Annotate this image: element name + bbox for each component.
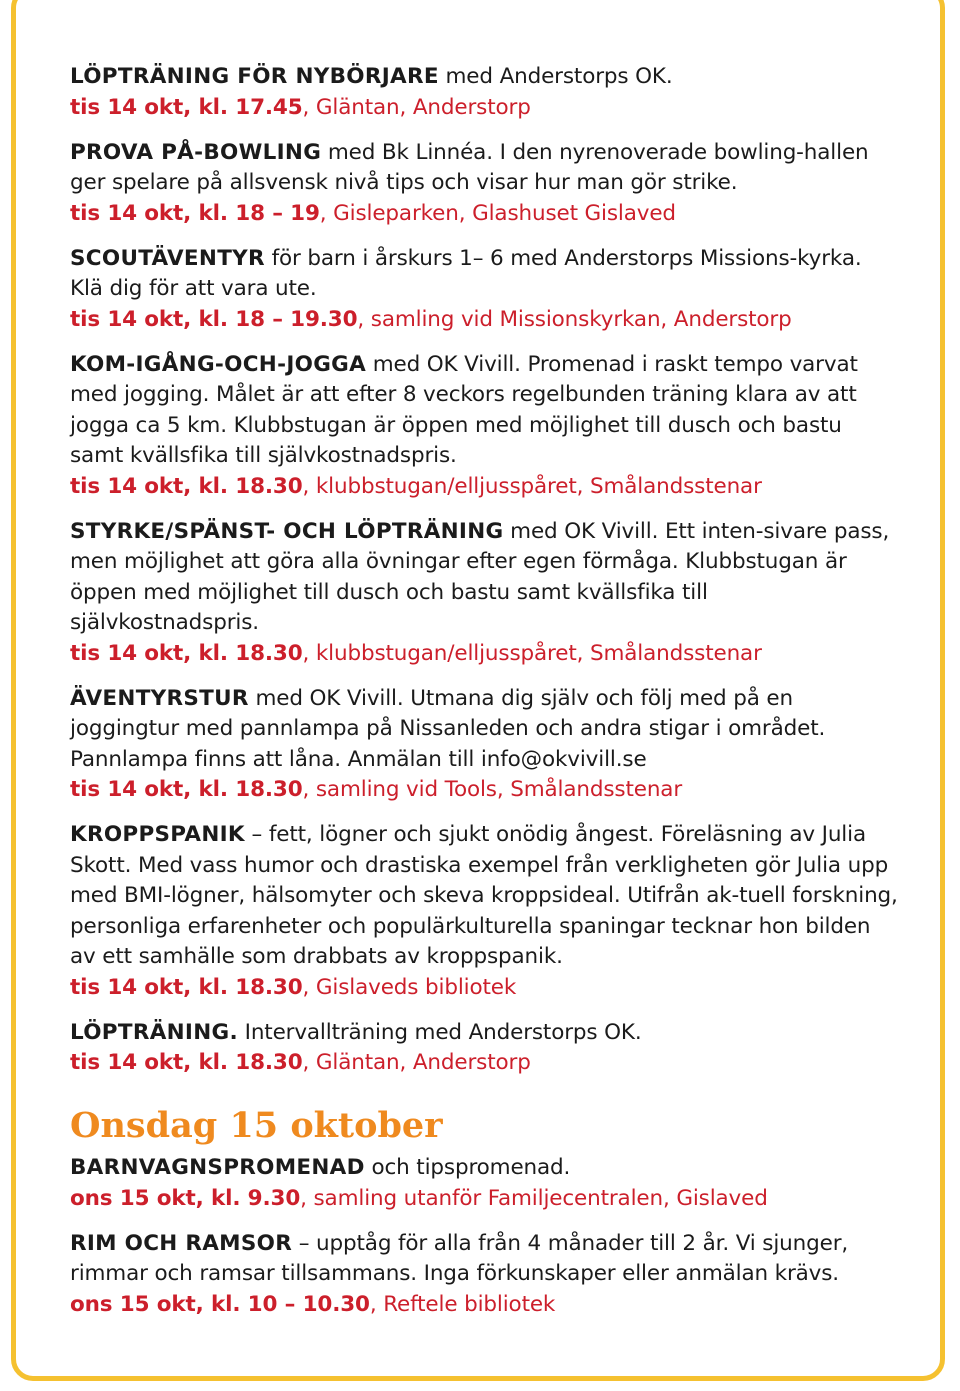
- event-desc: – upptåg för alla från 4 månader till 2 år. Vi sjunger, rimmar och ramsar tillsammans. Inga förkunskaper eller anmälan krävs.: [70, 1230, 849, 1286]
- event-time-place: [70, 199, 900, 229]
- event-place: , samling vid Missionskyrkan, Anderstorp: [357, 306, 792, 332]
- event-place: , Gläntan, Anderstorp: [302, 1050, 531, 1075]
- event-scoutaventyr: [70, 244, 900, 335]
- event-place: , klubbstugan/elljusspåret, Smålandsstenar: [302, 473, 762, 499]
- event-lopptraning-nyborjare: [70, 62, 900, 123]
- event-time-place: [70, 1048, 900, 1078]
- event-desc: med OK Vivill. Promenad i raskt tempo varvat med jogging. Målet är att efter 8 veckors regelbunden träning klara av att jogga ca 5 km. Klubbstugan är öppen med möjlighet till dusch och bastu samt kvällsfika till självkostnadspris.: [70, 351, 858, 468]
- event-title: KOM-IGÅNG-OCH-JOGGA: [70, 351, 367, 377]
- event-title: PROVA PÅ-BOWLING: [70, 139, 322, 165]
- event-time: tis 14 okt, kl. 18.30: [70, 473, 303, 499]
- event-time: ons 15 okt, kl. 9.30: [70, 1185, 301, 1211]
- event-place: , Gislaveds bibliotek: [302, 974, 517, 1000]
- event-title: ÄVENTYRSTUR: [70, 685, 249, 711]
- event-time-place: [70, 973, 900, 1003]
- event-rim-och-ramsor: [70, 1229, 900, 1320]
- event-title: KROPPSPANIK: [70, 822, 245, 847]
- event-time-place: [70, 1184, 900, 1214]
- event-time: ons 15 okt, kl. 10 – 10.30: [70, 1291, 370, 1317]
- event-description: [70, 138, 900, 199]
- event-kom-igang-och-jogga: [70, 350, 900, 502]
- event-description: [70, 820, 900, 973]
- event-title: RIM OCH RAMSOR: [70, 1230, 293, 1256]
- event-desc: – fett, lögner och sjukt onödig ångest. Föreläsning av Julia Skott. Med vass humor och drastiska exempel från verkligheten gör Julia upp med BMI-lögner, hälsomyter och skeva kroppsideal. Utifrån ak-tuell forskning, personliga erfarenheter och populärkulturella spaningar tecknar hon bilden av ett samhälle som drabbats av kroppspanik.: [70, 822, 898, 969]
- event-description: [70, 350, 900, 472]
- event-time: tis 14 okt, kl. 18.30: [70, 640, 303, 666]
- event-time-place: [70, 305, 900, 335]
- event-desc: med Bk Linnéa. I den nyrenoverade bowling-hallen ger spelare på allsvensk nivå tips och visar hur man gör strike.: [70, 139, 869, 195]
- event-place: , Gisleparken, Glashuset Gislaved: [319, 200, 676, 226]
- event-desc: med OK Vivill. Ett inten-sivare pass, men möjlighet att göra alla övningar efter egen förmåga. Klubbstugan är öppen med möjlighet till dusch och bastu samt kvällsfika till självkostnadspris.: [70, 518, 890, 635]
- day-heading: Onsdag 15 oktober: [70, 1105, 443, 1146]
- event-desc: Intervallträning med Anderstorps OK.: [237, 1019, 642, 1045]
- event-barnvagnspromenad: [70, 1153, 900, 1214]
- event-time-place: [70, 639, 900, 669]
- event-description: [70, 244, 900, 305]
- event-prova-pa-bowling: [70, 138, 900, 229]
- event-aventyrstur: [70, 684, 900, 806]
- event-place: , samling utanför Familjecentralen, Gislaved: [300, 1185, 768, 1211]
- event-time-place: [70, 775, 900, 805]
- event-time-place: [70, 93, 900, 123]
- event-time: tis 14 okt, kl. 18.30: [70, 1050, 303, 1075]
- event-title: BARNVAGNSPROMENAD: [70, 1155, 365, 1180]
- event-description: [70, 684, 900, 776]
- event-lopptraning-intervall: [70, 1018, 900, 1079]
- event-time-place: [70, 472, 900, 502]
- event-desc: med OK Vivill. Utmana dig själv och följ med på en joggingtur med pannlampa på Nissanleden och andra stigar i området. Pannlampa finns att låna. Anmälan till info@okvivill.se: [70, 685, 826, 772]
- event-title: LÖPTRÄNING FÖR NYBÖRJARE: [70, 64, 439, 89]
- event-description: [70, 517, 900, 639]
- event-time: tis 14 okt, kl. 17.45: [70, 94, 303, 120]
- event-place: , Gläntan, Anderstorp: [302, 94, 531, 120]
- event-listing: [70, 62, 900, 1335]
- event-time-place: [70, 1290, 900, 1320]
- event-time: tis 14 okt, kl. 18.30: [70, 777, 303, 802]
- event-desc: med Anderstorps OK.: [438, 64, 673, 89]
- event-time: tis 14 okt, kl. 18 – 19: [70, 200, 320, 226]
- event-description: [70, 1229, 900, 1290]
- event-place: , samling vid Tools, Smålandsstenar: [302, 777, 683, 802]
- event-desc: och tipspromenad.: [364, 1155, 571, 1180]
- event-desc: för barn i årskurs 1– 6 med Anderstorps Missions-kyrka. Klä dig för att vara ute.: [70, 245, 862, 301]
- event-time: tis 14 okt, kl. 18.30: [70, 974, 303, 1000]
- event-place: , Reftele bibliotek: [369, 1291, 556, 1317]
- event-description: [70, 62, 900, 93]
- event-styrke-spanst-lopptraning: [70, 517, 900, 669]
- event-time: tis 14 okt, kl. 18 – 19.30: [70, 306, 358, 332]
- event-kroppspanik: [70, 820, 900, 1003]
- event-place: , klubbstugan/elljusspåret, Smålandsstenar: [302, 640, 762, 666]
- event-title: LÖPTRÄNING.: [70, 1019, 238, 1045]
- event-description: [70, 1018, 900, 1049]
- event-description: [70, 1153, 900, 1184]
- event-title: SCOUTÄVENTYR: [70, 245, 265, 271]
- event-title: STYRKE/SPÄNST- OCH LÖPTRÄNING: [70, 518, 504, 544]
